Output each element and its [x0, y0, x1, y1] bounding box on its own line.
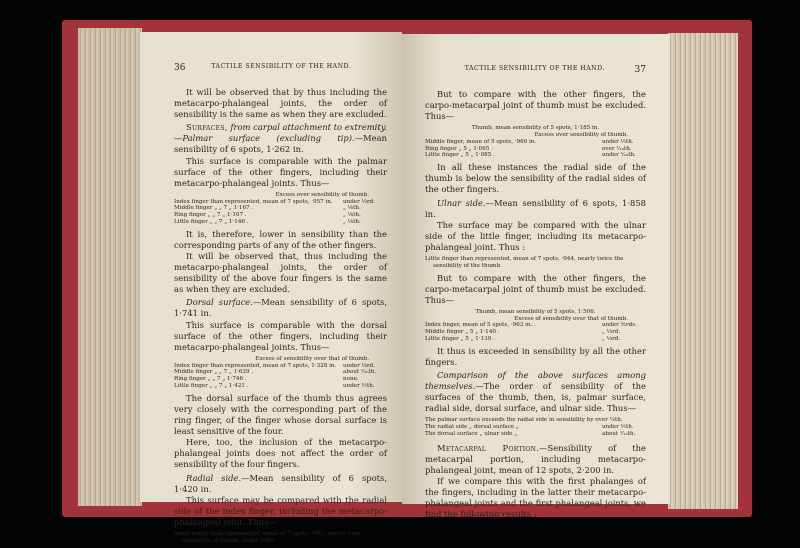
row-excess: under ⅕th.: [602, 138, 634, 145]
row-label: Index finger, mean of 5 spots, ·963 in. .: [425, 322, 536, 329]
table-caption: Thumb, mean sensibility of 5 spots, 1·185 in.: [471, 125, 600, 132]
row-label: Little finger „ 5 „ 1·139 .: [425, 336, 495, 343]
section-title: Metacarpal Portion.: [437, 442, 540, 453]
row-label: Little finger „ 5 „ 1·085 .: [425, 152, 495, 159]
running-head-left: TACTILE SENSIBILITY OF THE HAND.: [211, 63, 352, 70]
right-running-header: [425, 65, 646, 75]
table-row: [174, 205, 387, 212]
section-title: Radial side.: [186, 472, 242, 483]
section-ulnar: [425, 198, 646, 220]
paragraph: If we compare this with the first phalanges of the fingers, including in the latter their metacarpo-phalangeal joints and the first phalangeal joints, we find the following results :: [425, 476, 646, 520]
table-radial: [425, 125, 646, 159]
left-page-body: [174, 87, 387, 548]
paragraph: This surface may be compared with the radial side of the index finger, including the metacarpo-phalangeal joint. Thus—: [174, 494, 387, 527]
row-excess: under ⅗rds.: [602, 322, 637, 329]
table-row: [425, 424, 646, 431]
section-title: Comparison of the above surfaces among themselves.: [425, 370, 646, 392]
row-excess: about ⅟₁₆th.: [343, 369, 377, 376]
table-row: [425, 146, 646, 153]
right-page-body: [425, 89, 646, 520]
page-edges-left: [78, 28, 142, 506]
table-row: [174, 376, 387, 383]
row-label: Middle finger, mean of 5 spots, ·960 in.: [425, 138, 537, 145]
table-row: [425, 152, 646, 159]
footnote-index: Index finger than represented, mean of 7 spots, ·882; excess over sensibility of thumb, under ⅗ths.: [174, 530, 361, 544]
paragraph: It will be observed that, thus including the metacarpo-phalangeal joints, the order of sensibility of the above four fingers is the same as when they are excluded.: [174, 251, 387, 295]
table-row: [174, 369, 387, 376]
table-row: [425, 139, 646, 146]
page-edges-right: [668, 33, 738, 509]
table-excess-header: Excess of sensibility over that of thumb.: [255, 355, 369, 362]
section-text: —Mean sensibility of 6 spots, 1·420 in.: [174, 472, 388, 494]
table-row: [174, 199, 387, 206]
row-label: Middle finger „ „ 7 „ 1·629 .: [174, 369, 254, 376]
table-comparison: [425, 417, 646, 437]
row-excess: under ⅕th.: [602, 424, 634, 431]
row-excess: „ ⅓rd.: [602, 336, 621, 343]
running-head-right: TACTILE SENSIBILITY OF THE HAND.: [464, 65, 605, 72]
row-excess: under ⅓rd.: [343, 198, 376, 205]
row-excess: under ⅟₁₀th.: [602, 152, 636, 159]
table-excess-header: Excess of sensibility over that of thumb.: [514, 315, 628, 322]
row-label: Middle finger „ 5 „ 1·140 .: [425, 329, 500, 336]
row-excess: under ⅕th.: [343, 383, 375, 390]
table-row: [425, 322, 646, 329]
section-title: Dorsal surface.: [186, 297, 253, 308]
table-row: [174, 363, 387, 370]
table-row: [174, 212, 387, 219]
footnote-little: Little finger than represented, mean of 7 spots, ·944, nearly twice the sensibility of the thumb.: [425, 256, 624, 269]
paragraph: It thus is exceeded in sensibility by all the other fingers.: [425, 345, 646, 367]
table-row: [174, 219, 387, 226]
table-excess-header: Excess over sensibility of thumb.: [534, 132, 628, 139]
row-label: Little finger „ „ 7 „ 1·421 .: [174, 383, 249, 390]
paragraph: Here, too, the inclusion of the metacarpo-phalangeal joints does not affect the order of sensibility of the four fingers.: [174, 437, 387, 470]
section-text: —Sensibility of the metacarpal portion, including metacarpo-phalangeal joint, mean of 12 spots, 2·200 in.: [425, 442, 646, 476]
row-excess: none.: [343, 376, 359, 383]
paragraph: This surface is comparable with the palmar surface of the other fingers, including their metacarpo-phalangeal joints. Thus—: [174, 155, 387, 188]
row-label: Index finger than represented, mean of 7 spots, ·957 in.: [174, 198, 333, 205]
section-radial: [174, 473, 387, 495]
row-excess: under ⅓rd.: [343, 362, 376, 369]
left-page: [140, 32, 402, 544]
section-dorsal: [174, 297, 387, 319]
paragraph: The dorsal surface of the thumb thus agrees very closely with the corresponding part of the ring finger, of the finger whose dorsal surface is least sensitive of the four.: [174, 392, 387, 437]
section-text: —Mean sensibility of 6 spots, 1·262 in.: [174, 133, 387, 155]
section-text: —Mean sensibility of 6 spots, 1·741 in.: [174, 297, 387, 319]
paragraph: It is, therefore, lower in sensibility than the corresponding parts of any of the other fingers.: [174, 228, 387, 250]
row-label: Ring finger „ „ 7 „ 1·107 .: [174, 212, 247, 219]
table-line: The palmar surface exceeds the radial side in sensibility by over ⅟₉th.: [425, 417, 623, 424]
section-surfaces: [174, 122, 387, 155]
section-text: —Mean sensibility of 6 spots, 1·858 in.: [425, 197, 646, 219]
table-ulnar: [425, 309, 646, 343]
page-number-left: 36: [174, 63, 186, 73]
row-label: The radial side „ dorsal surface „: [425, 424, 519, 431]
paragraph: It will be observed that by thus including the metacarpo-phalangeal joints, the order of sensibility is the same as when they are excluded.: [174, 87, 387, 120]
paragraph: The surface may be compared with the ulnar side of the little finger, including its metacarpo-phalangeal joint. Thus :: [425, 219, 646, 252]
table-row: [425, 329, 646, 336]
left-running-header: [174, 63, 387, 73]
section-text: —The order of sensibility of the surfaces of the thumb, then, is, palmar surface, radial side, dorsal surface, and ulnar side. Thus—: [425, 381, 646, 414]
paragraph: But to compare with the other fingers, the carpo-metacarpal joint of thumb must be excluded. Thus—: [425, 272, 646, 305]
section-comparison: [425, 370, 646, 414]
row-excess: about ⅟₁₂th.: [602, 431, 636, 438]
row-excess: „ ⅛th.: [343, 212, 361, 219]
table-excess-header: Excess over sensibility of thumb.: [275, 191, 369, 198]
section-subtitle: from carpal attachment to extremity.—Palmar surface (excluding tip).: [174, 122, 387, 144]
row-label: Index finger than represented, mean of 7 spots, 1·328 in.: [174, 362, 337, 369]
section-title: Surfaces,: [186, 122, 228, 133]
row-label: Little finger „ „ 7 „ 1·146 .: [174, 219, 249, 226]
row-label: Ring finger „ 5 „ 1·065 .: [425, 145, 493, 152]
row-excess: „ ⅛th.: [343, 205, 361, 212]
section-title: Ulnar side.: [437, 197, 486, 208]
table-dorsal: [174, 356, 387, 390]
table-row: [425, 431, 646, 438]
row-label: Middle finger „ „ 7 „ 1·167 .: [174, 205, 254, 212]
page-number-right: 37: [634, 65, 646, 75]
paragraph: In all these instances the radial side of the thumb is below the sensibility of the radial sides of the other fingers.: [425, 162, 646, 195]
row-excess: over ⅟₁₀th.: [602, 145, 632, 152]
table-row: [425, 336, 646, 343]
paragraph: This surface is comparable with the dorsal surface of the other fingers, including their metacarpo-phalangeal joints. Thus—: [174, 319, 387, 352]
row-excess: „ ⅛th.: [343, 219, 361, 226]
table-palmar: [174, 192, 387, 226]
paragraph: But to compare with the other fingers, the carpo-metacarpal joint of thumb must be excluded. Thus—: [425, 89, 646, 122]
row-excess: „ ⅓rd.: [602, 329, 621, 336]
row-label: The dorsal surface „ ulnar side „: [425, 431, 518, 438]
section-metacarpal: [425, 443, 646, 476]
row-label: Ring finger „ „ 7 „ 1·746 .: [174, 376, 247, 383]
right-page: [402, 34, 670, 520]
table-row: [174, 383, 387, 390]
table-caption: Thumb, mean sensibility of 5 spots, 1·506.: [475, 308, 596, 315]
